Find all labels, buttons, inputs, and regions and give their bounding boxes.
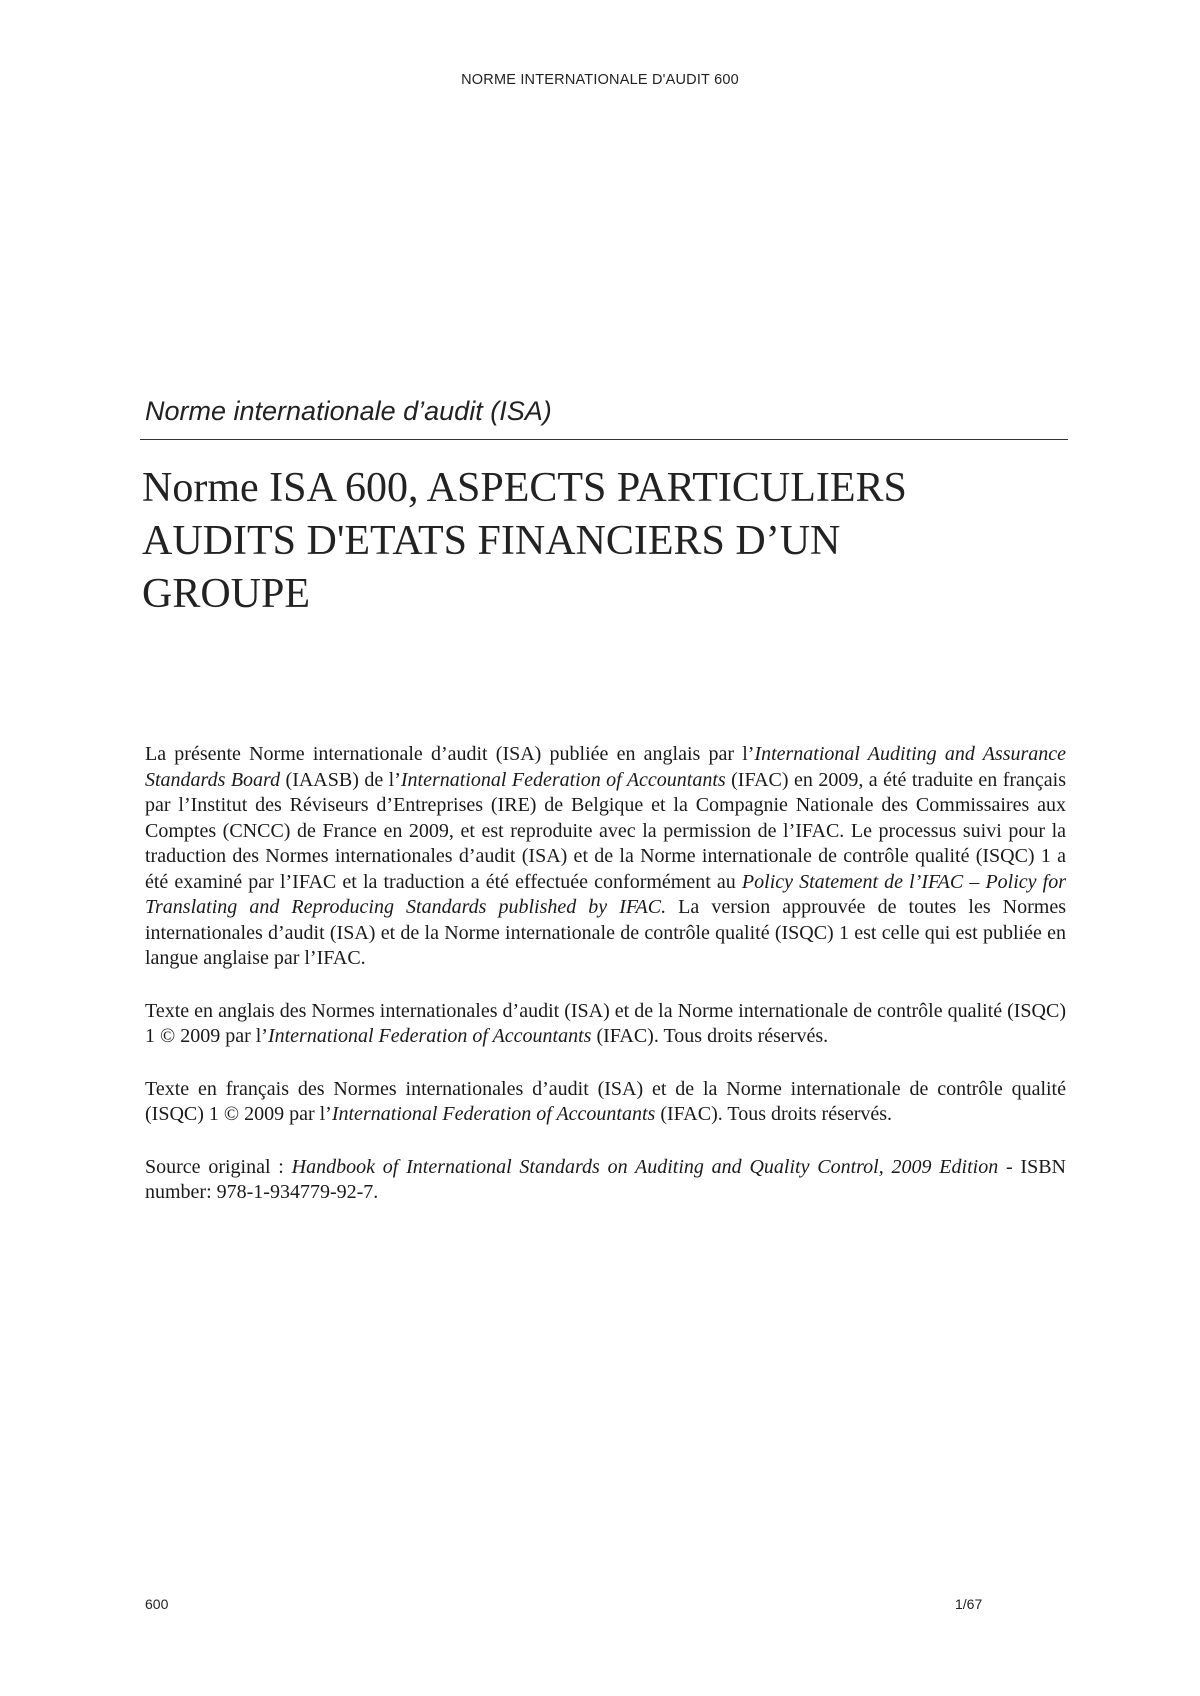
- source-text-2: - ISBN number: 978-1-934779-92-7.: [145, 1155, 1066, 1203]
- footer-page-number: 1/67: [955, 1596, 983, 1612]
- running-header: NORME INTERNATIONALE D'AUDIT 600: [461, 72, 739, 88]
- series-title: Norme internationale d’audit (ISA): [145, 396, 552, 426]
- english-text-1: Texte en anglais des Normes internationales d’audit (ISA) et de la Norme internationale de contrôle qualité (ISQC) 1 © 2009 par l’: [145, 999, 1066, 1047]
- document-body: [145, 742, 1066, 1233]
- source-italic-1: Handbook of International Standards on Auditing and Quality Control, 2009 Edition: [291, 1155, 999, 1178]
- english-copyright-paragraph: [145, 999, 1066, 1050]
- intro-italic-1: International Auditing and Assurance Standards Board: [145, 743, 1067, 791]
- intro-italic-3: Policy Statement de l’IFAC – Policy for Translating and Reproducing Standards published by IFAC.: [145, 870, 1066, 918]
- title-line-1: Norme ISA 600, ASPECTS PARTICULIERS: [142, 465, 907, 511]
- intro-text-1: La présente Norme internationale d’audit (ISA) publiée en anglais par l’: [145, 743, 755, 765]
- intro-text-2: (IAASB) de l’: [280, 768, 401, 791]
- header-rule: [140, 439, 1068, 440]
- intro-paragraph: [145, 742, 1066, 972]
- french-copyright-paragraph: [145, 1077, 1066, 1128]
- document-title: [142, 462, 1102, 621]
- title-line-2: AUDITS D'ETATS FINANCIERS D’UN: [142, 518, 841, 564]
- source-text-1: Source original :: [145, 1155, 292, 1178]
- english-text-2: (IFAC). Tous droits réservés.: [591, 1025, 829, 1047]
- intro-text-4: La version approuvée de toutes les Normes internationales d’audit (ISA) et de la Norme internationale de contrôle qualité (ISQC) 1 est celle qui est publiée en langue anglaise par l’IFAC.: [145, 896, 1066, 969]
- title-line-3: GROUPE: [142, 571, 311, 617]
- footer-standard-number: 600: [145, 1596, 169, 1612]
- intro-text-3: (IFAC) en 2009, a été traduite en français par l’Institut des Réviseurs d’Entreprises (IRE) de Belgique et la Compagnie Nationale des Commissaires aux Comptes (CNCC) de France en 2009, et est reproduite avec la permission de l’IFAC. Le processus suivi pour la traduction des Normes internationales d’audit (ISA) et de la Norme internationale de contrôle qualité (ISQC) 1 a été examiné par l’IFAC et la traduction a été effectuée conformément au: [145, 768, 1067, 893]
- english-italic-1: International Federation of Accountants: [267, 1025, 592, 1047]
- french-italic-1: International Federation of Accountants: [331, 1103, 656, 1125]
- french-text-1: Texte en français des Normes internationales d’audit (ISA) et de la Norme internationale de contrôle qualité (ISQC) 1 © 2009 par l’: [145, 1077, 1066, 1125]
- source-paragraph: [145, 1155, 1066, 1206]
- intro-italic-2: International Federation of Accountants: [400, 768, 726, 791]
- french-text-2: (IFAC). Tous droits réservés.: [655, 1103, 893, 1125]
